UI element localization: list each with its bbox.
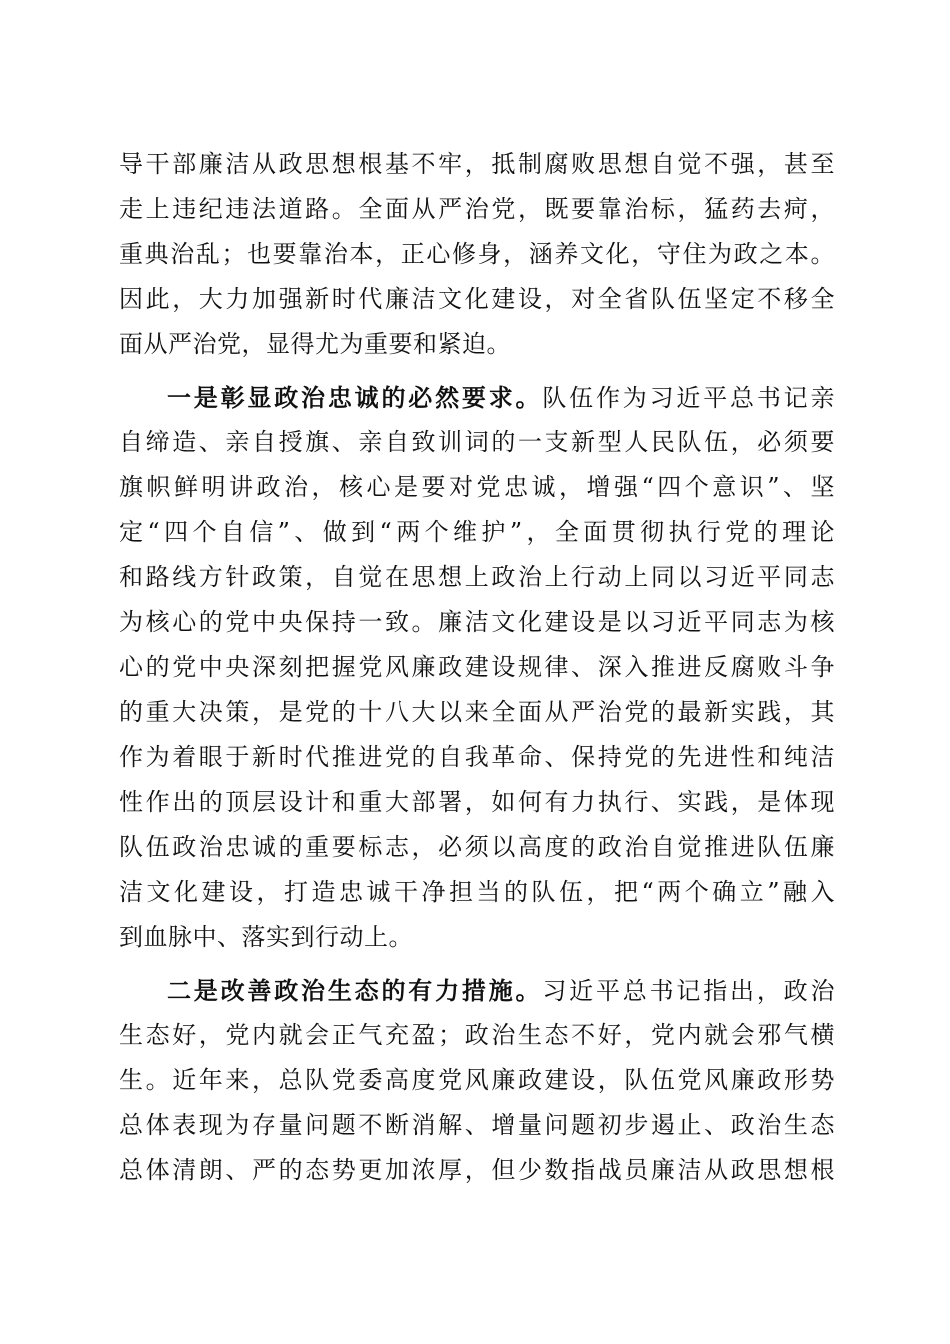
text-line: 性作出的顶层设计和重大部署，如何有力执行、实践，是体现 — [119, 788, 835, 816]
paragraph-political-ecology — [119, 968, 835, 1193]
text-line: 因此，大力加强新时代廉洁文化建设，对全省队伍坚定不移全 — [119, 285, 835, 313]
text-line: 为核心的党中央保持一致。廉洁文化建设是以习近平同志为核 — [119, 608, 835, 636]
text-line: 旗帜鲜明讲政治，核心是要对党忠诚，增强“四个意识”、坚 — [119, 473, 835, 501]
text-line: 导干部廉洁从政思想根基不牢，抵制腐败思想自觉不强，甚至 — [119, 150, 835, 178]
paragraph-heading: 二是改善政治生态的有力措施。 — [167, 976, 543, 1005]
text-line: 生态好，党内就会正气充盈；政治生态不好，党内就会邪气横 — [119, 1021, 835, 1049]
text-run: 习近平总书记指出，政治 — [542, 977, 835, 1005]
text-line: 的重大决策，是党的十八大以来全面从严治党的最新实践，其 — [119, 698, 835, 726]
text-line: 走上违纪违法道路。全面从严治党，既要靠治标，猛药去疴， — [119, 195, 835, 223]
paragraph-intro — [119, 142, 835, 367]
text-line — [119, 968, 835, 1013]
text-line: 重典治乱；也要靠治本，正心修身，涵养文化，守住为政之本。 — [119, 240, 835, 268]
text-line: 洁文化建设，打造忠诚干净担当的队伍，把“两个确立”融入 — [119, 878, 835, 906]
text-line: 自缔造、亲自授旗、亲自致训词的一支新型人民队伍，必须要 — [119, 428, 835, 456]
paragraph-political-loyalty — [119, 375, 835, 960]
text-line: 面从严治党，显得尤为重要和紧迫。 — [119, 330, 511, 358]
text-run: 队伍作为习近平总书记亲 — [542, 384, 835, 412]
text-line — [119, 375, 835, 420]
text-line: 到血脉中、落实到行动上。 — [119, 923, 413, 951]
text-line: 队伍政治忠诚的重要标志，必须以高度的政治自觉推进队伍廉 — [119, 833, 835, 861]
text-line: 心的党中央深刻把握党风廉政建设规律、深入推进反腐败斗争 — [119, 653, 835, 681]
text-line: 总体表现为存量问题不断消解、增量问题初步遏止、政治生态 — [119, 1111, 835, 1139]
text-line: 和路线方针政策，自觉在思想上政治上行动上同以习近平同志 — [119, 563, 835, 591]
text-line: 定“四个自信”、做到“两个维护”，全面贯彻执行党的理论 — [119, 518, 835, 546]
body-text — [119, 142, 835, 1193]
text-line: 总体清朗、严的态势更加浓厚，但少数指战员廉洁从政思想根 — [119, 1156, 835, 1184]
text-line: 作为着眼于新时代推进党的自我革命、保持党的先进性和纯洁 — [119, 743, 835, 771]
text-line: 生。近年来，总队党委高度党风廉政建设，队伍党风廉政形势 — [119, 1066, 835, 1094]
paragraph-heading: 一是彰显政治忠诚的必然要求。 — [167, 383, 543, 412]
